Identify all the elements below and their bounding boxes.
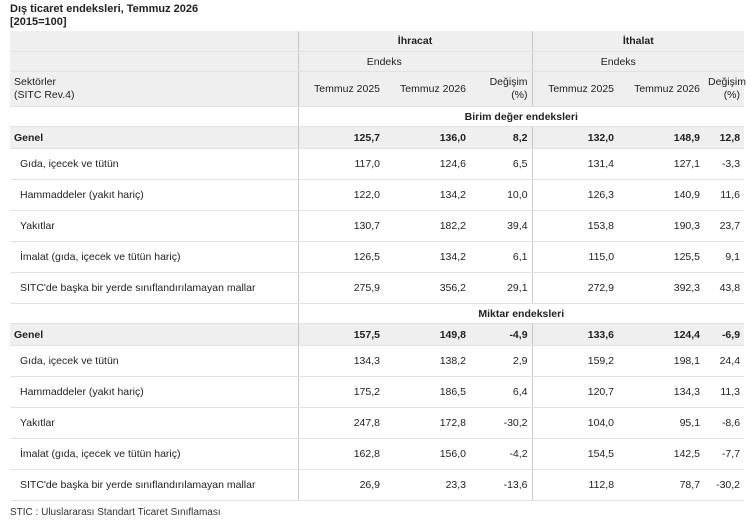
value-cell: 275,9 [298,273,384,304]
table-row [10,211,744,242]
value-cell: -3,3 [704,149,744,180]
header-sector-line2: (SITC Rev.4) [14,89,75,101]
value-cell: 29,1 [470,273,532,304]
value-cell: -13,6 [470,470,532,501]
value-cell: 124,4 [618,324,704,346]
value-cell: 112,8 [532,470,618,501]
header-export-curr: Temmuz 2026 [384,72,470,107]
value-cell: -8,6 [704,408,744,439]
value-cell: 138,2 [384,346,470,377]
table-row [10,346,744,377]
value-cell: -30,2 [704,470,744,501]
row-label: SITC'de başka bir yerde sınıflandırılamayan mallar [10,273,298,304]
value-cell: 115,0 [532,242,618,273]
value-cell: 126,3 [532,180,618,211]
value-cell: 136,0 [384,127,470,149]
row-label: İmalat (gıda, içecek ve tütün hariç) [10,242,298,273]
table-row [10,439,744,470]
value-cell: 132,0 [532,127,618,149]
header-export: İhracat [298,31,532,52]
value-cell: 122,0 [298,180,384,211]
table-row [10,377,744,408]
header-row-groups [10,31,744,52]
value-cell: 8,2 [470,127,532,149]
value-cell: 392,3 [618,273,704,304]
value-cell: 23,7 [704,211,744,242]
value-cell: 134,3 [618,377,704,408]
row-label: İmalat (gıda, içecek ve tütün hariç) [10,439,298,470]
value-cell: 23,3 [384,470,470,501]
page-subtitle: [2015=100] [10,16,67,28]
header-import-index: Endeks [532,52,704,72]
value-cell: 126,5 [298,242,384,273]
header-change-line1: Değişim [489,76,528,88]
value-cell: -30,2 [470,408,532,439]
value-cell: 10,0 [470,180,532,211]
value-cell: 190,3 [618,211,704,242]
value-cell: 175,2 [298,377,384,408]
header-export-change [470,72,532,107]
footnote: STIC : Uluslararası Standart Ticaret Sınıflaması [10,507,221,518]
value-cell: 159,2 [532,346,618,377]
header-row-index [10,52,744,72]
header-sector-line1: Sektörler [14,76,57,88]
section-header-row [10,107,744,127]
trade-index-table [10,31,744,501]
value-cell: 12,8 [704,127,744,149]
value-cell: 120,7 [532,377,618,408]
value-cell: 6,5 [470,149,532,180]
value-cell: 156,0 [384,439,470,470]
value-cell: 148,9 [618,127,704,149]
header-change-line2: (%) [511,89,528,101]
value-cell: 356,2 [384,273,470,304]
page-title: Dış ticaret endeksleri, Temmuz 2026 [10,3,199,15]
value-cell: 272,9 [532,273,618,304]
value-cell: 39,4 [470,211,532,242]
row-label: Gıda, içecek ve tütün [10,149,298,180]
header-blank [470,52,532,72]
value-cell: 134,2 [384,180,470,211]
header-import-prev: Temmuz 2025 [532,72,618,107]
value-cell: 149,8 [384,324,470,346]
value-cell: 172,8 [384,408,470,439]
header-export-index: Endeks [298,52,470,72]
row-label: Hammaddeler (yakıt hariç) [10,180,298,211]
header-sector [10,72,298,107]
row-label: Genel [10,127,298,149]
value-cell: -4,9 [470,324,532,346]
value-cell: 186,5 [384,377,470,408]
row-label: Yakıtlar [10,408,298,439]
value-cell: -4,2 [470,439,532,470]
value-cell: 140,9 [618,180,704,211]
row-label: Genel [10,324,298,346]
value-cell: 182,2 [384,211,470,242]
value-cell: 247,8 [298,408,384,439]
table-row [10,242,744,273]
value-cell: 125,5 [618,242,704,273]
value-cell: -7,7 [704,439,744,470]
header-blank [10,31,298,52]
total-row [10,127,744,149]
total-row [10,324,744,346]
value-cell: 125,7 [298,127,384,149]
value-cell: 117,0 [298,149,384,180]
value-cell: 6,4 [470,377,532,408]
value-cell: 162,8 [298,439,384,470]
section-blank-cell [10,107,298,127]
section-title: Miktar endeksleri [298,304,744,324]
section-blank-cell [10,304,298,324]
header-export-prev: Temmuz 2025 [298,72,384,107]
value-cell: 11,6 [704,180,744,211]
value-cell: 104,0 [532,408,618,439]
value-cell: 198,1 [618,346,704,377]
header-import: İthalat [532,31,744,52]
value-cell: 6,1 [470,242,532,273]
value-cell: 24,4 [704,346,744,377]
header-blank [704,52,744,72]
value-cell: 124,6 [384,149,470,180]
value-cell: 78,7 [618,470,704,501]
header-change-line1: Değişim [708,76,746,88]
row-label: Hammaddeler (yakıt hariç) [10,377,298,408]
header-import-curr: Temmuz 2026 [618,72,704,107]
value-cell: 95,1 [618,408,704,439]
table-row [10,273,744,304]
value-cell: 157,5 [298,324,384,346]
header-row-columns [10,72,744,107]
value-cell: 26,9 [298,470,384,501]
row-label: SITC'de başka bir yerde sınıflandırılamayan mallar [10,470,298,501]
value-cell: 11,3 [704,377,744,408]
value-cell: 133,6 [532,324,618,346]
row-label: Yakıtlar [10,211,298,242]
section-title: Birim değer endeksleri [298,107,744,127]
header-import-change [704,72,744,107]
value-cell: 134,3 [298,346,384,377]
header-blank [10,52,298,72]
row-label: Gıda, içecek ve tütün [10,346,298,377]
section-header-row [10,304,744,324]
table-body [10,107,744,501]
value-cell: 134,2 [384,242,470,273]
value-cell: 130,7 [298,211,384,242]
value-cell: 153,8 [532,211,618,242]
value-cell: -6,9 [704,324,744,346]
value-cell: 154,5 [532,439,618,470]
value-cell: 43,8 [704,273,744,304]
header-change-line2: (%) [723,89,741,101]
value-cell: 131,4 [532,149,618,180]
table-row [10,149,744,180]
value-cell: 2,9 [470,346,532,377]
value-cell: 9,1 [704,242,744,273]
table-row [10,470,744,501]
table-row [10,180,744,211]
table-row [10,408,744,439]
value-cell: 142,5 [618,439,704,470]
value-cell: 127,1 [618,149,704,180]
